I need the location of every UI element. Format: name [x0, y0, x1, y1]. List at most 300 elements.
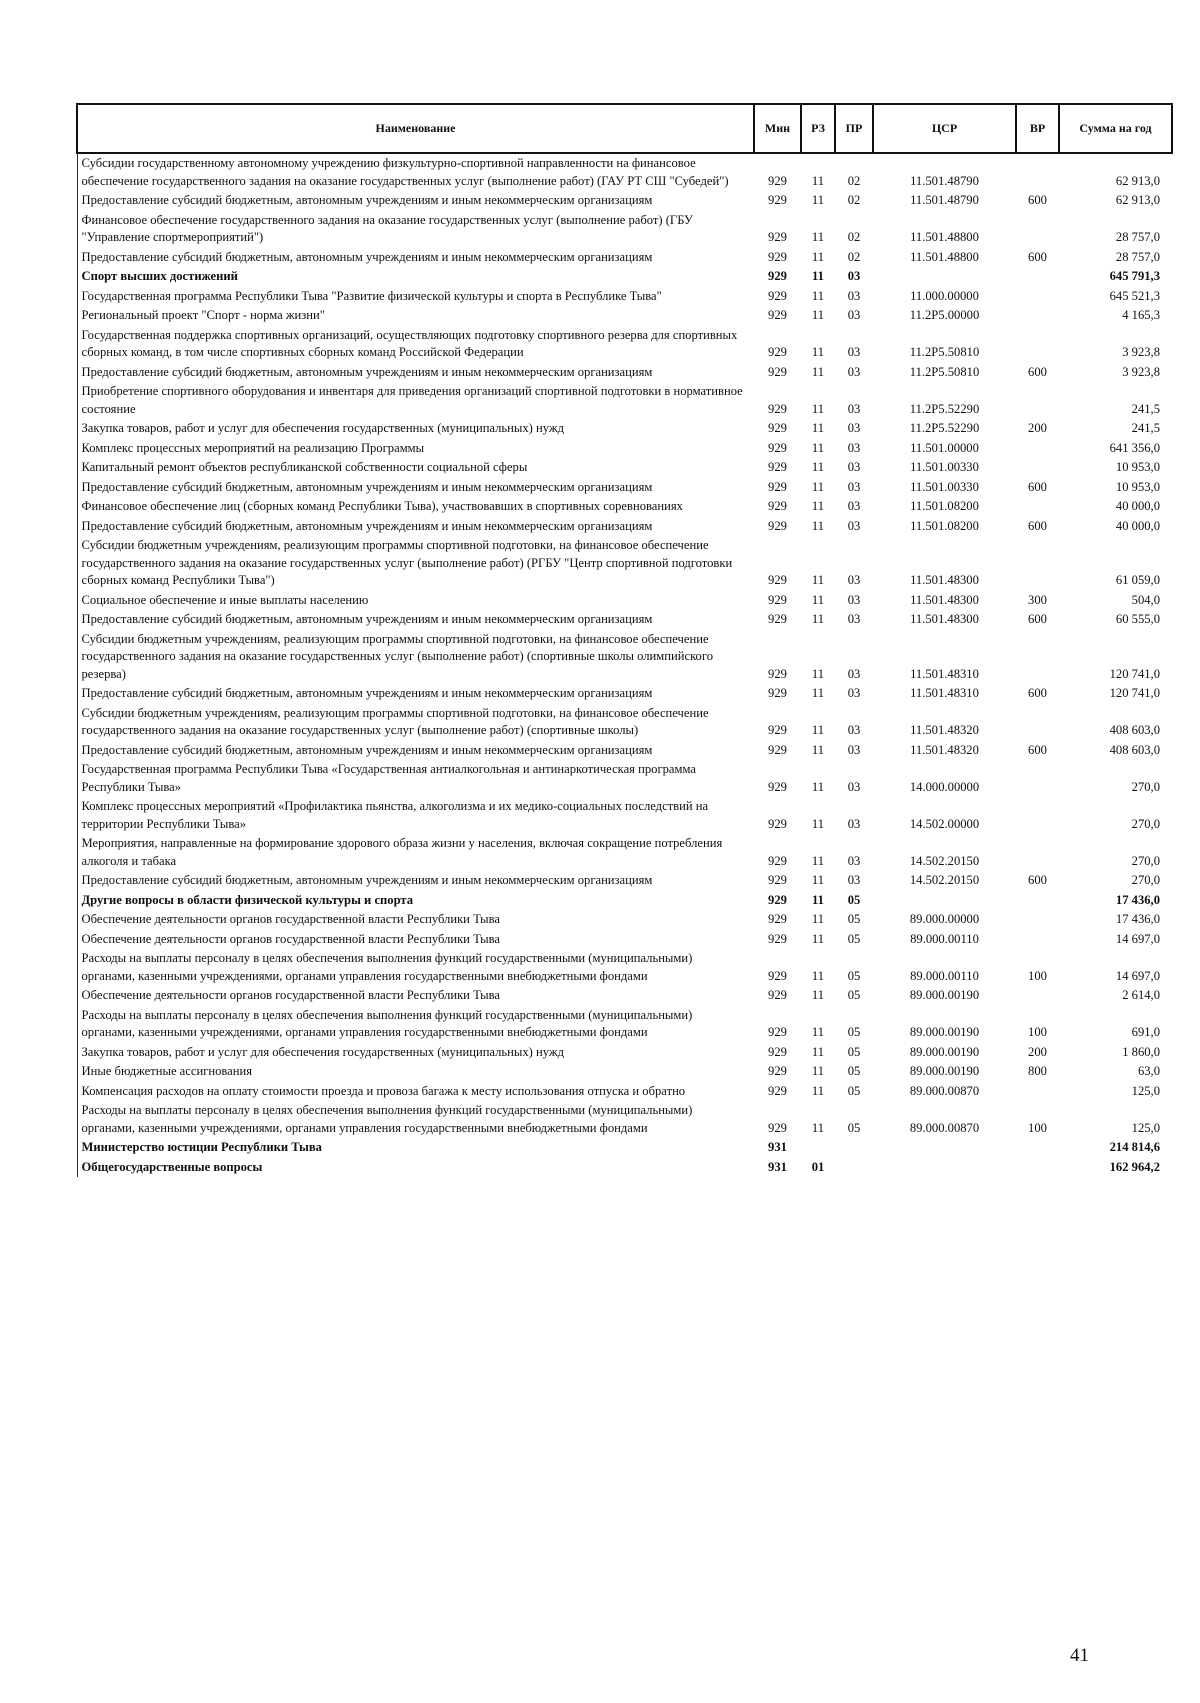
cell-name: Иные бюджетные ассигнования [77, 1062, 754, 1082]
cell-pr: 03 [847, 308, 861, 322]
cell-name: Расходы на выплаты персоналу в целях обеспечения выполнения функций государственными (муниципальными) органами, казенными учреждениями, органами управления государственными внебюджетными фондами [77, 949, 754, 986]
cell-vr: 600 [1028, 518, 1047, 533]
table-row [77, 891, 1172, 911]
cell-csr: 11.501.48790 [910, 193, 979, 207]
cell-name: Предоставление субсидий бюджетным, автономным учреждениям и иным некоммерческим организациям [77, 478, 754, 498]
cell-pr: 02 [847, 249, 861, 264]
cell-csr [873, 1158, 1016, 1178]
cell-vr [1016, 630, 1059, 685]
cell-pr: 05 [847, 912, 861, 926]
table-row [77, 591, 1172, 611]
table-row [77, 1138, 1172, 1158]
cell-rz: 11 [811, 988, 825, 1002]
cell-csr: 89.000.00190 [909, 1064, 980, 1078]
cell-csr: 11.501.48300 [910, 592, 979, 607]
cell-pr: 03 [847, 612, 861, 626]
cell-min: 929 [768, 779, 787, 794]
cell-vr: 300 [1028, 592, 1047, 607]
header-min: Мин [754, 104, 801, 153]
cell-rz: 11 [811, 816, 825, 831]
cell-name: Финансовое обеспечение лиц (сборных команд Республики Тыва), участвовавших в спортивных соревнованиях [77, 497, 754, 517]
cell-rz: 11 [811, 1025, 825, 1039]
table-row [77, 211, 1172, 248]
cell-pr: 02 [847, 173, 861, 188]
cell-vr [1016, 287, 1059, 307]
cell-vr [1016, 797, 1059, 834]
cell-rz: 11 [811, 912, 825, 926]
cell-rz: 11 [811, 173, 825, 188]
cell-vr [1016, 326, 1059, 363]
cell-min: 929 [768, 1025, 787, 1039]
cell-csr: 89.000.00110 [910, 968, 979, 983]
cell-min: 929 [768, 612, 787, 626]
cell-vr: 100 [1028, 1025, 1047, 1039]
table-row [77, 439, 1172, 459]
page-number: 41 [1070, 1645, 1089, 1666]
cell-rz: 11 [811, 1064, 825, 1078]
cell-vr [1016, 910, 1059, 930]
cell-rz: 11 [811, 779, 825, 794]
cell-sum: 3 923,8 [1122, 364, 1160, 379]
cell-pr: 03 [847, 666, 861, 681]
cell-rz: 11 [811, 460, 825, 474]
cell-name: Общегосударственные вопросы [77, 1158, 754, 1178]
cell-csr: 11.501.48300 [910, 612, 979, 626]
cell-vr [1016, 930, 1059, 950]
cell-pr: 03 [847, 364, 861, 379]
cell-pr: 03 [847, 723, 861, 737]
cell-name: Предоставление субсидий бюджетным, автономным учреждениям и иным некоммерческим организациям [77, 684, 754, 704]
table-row [77, 1082, 1172, 1102]
cell-sum: 125,0 [1131, 1083, 1160, 1098]
cell-csr: 11.501.48800 [910, 249, 979, 264]
cell-min: 929 [768, 308, 787, 322]
cell-csr: 89.000.00190 [909, 1025, 980, 1039]
cell-vr: 600 [1028, 193, 1047, 207]
cell-sum: 14 697,0 [1115, 931, 1160, 946]
cell-min: 929 [768, 479, 787, 494]
cell-rz: 11 [811, 308, 825, 322]
table-row [77, 153, 1172, 191]
cell-min: 929 [768, 173, 787, 188]
cell-name: Мероприятия, направленные на формирование здорового образа жизни у населения, включая сокращение потребления алкоголя и табака [77, 834, 754, 871]
cell-sum: 62 913,0 [1115, 173, 1160, 188]
table-row [77, 191, 1172, 211]
cell-pr [835, 1138, 873, 1158]
cell-min: 929 [768, 401, 787, 416]
cell-name: Комплекс процессных мероприятий «Профилактика пьянства, алкоголизма и их медико-социальных последствий на территории Республики Тыва» [77, 797, 754, 834]
cell-sum: 40 000,0 [1115, 499, 1160, 513]
table-row [77, 458, 1172, 478]
cell-vr [1016, 439, 1059, 459]
cell-name: Предоставление субсидий бюджетным, автономным учреждениям и иным некоммерческим организациям [77, 610, 754, 630]
cell-csr: 11.2P5.52290 [909, 421, 980, 435]
cell-csr: 11.501.00330 [910, 460, 979, 474]
cell-sum: 14 697,0 [1115, 968, 1160, 983]
table-row [77, 517, 1172, 537]
cell-pr: 05 [847, 1120, 861, 1135]
cell-pr: 03 [847, 479, 861, 494]
cell-min: 929 [768, 988, 787, 1002]
cell-min: 929 [768, 1083, 787, 1098]
cell-vr: 200 [1028, 1044, 1047, 1059]
table-row [77, 419, 1172, 439]
cell-rz: 11 [811, 873, 825, 887]
cell-sum: 645 791,3 [1109, 269, 1160, 283]
cell-name: Социальное обеспечение и иные выплаты населению [77, 591, 754, 611]
table-row [77, 871, 1172, 891]
cell-vr: 600 [1028, 364, 1047, 379]
cell-vr [1016, 497, 1059, 517]
cell-pr: 03 [847, 592, 861, 607]
cell-csr: 11.2P5.00000 [909, 308, 980, 322]
cell-min: 929 [768, 592, 787, 607]
cell-min: 929 [768, 742, 787, 757]
cell-min: 929 [768, 892, 787, 907]
cell-vr: 200 [1028, 421, 1047, 435]
cell-min: 929 [768, 269, 787, 283]
table-row [77, 382, 1172, 419]
cell-name: Субсидии бюджетным учреждениям, реализующим программы спортивной подготовки, на финансовое обеспечение государственного задания на оказание государственных услуг (выполнение работ) (спортивные школы олимпийского резерва) [77, 630, 754, 685]
cell-sum: 4 165,3 [1122, 308, 1160, 322]
budget-table [76, 103, 1173, 1177]
cell-name: Предоставление субсидий бюджетным, автономным учреждениям и иным некоммерческим организациям [77, 741, 754, 761]
cell-csr: 11.501.48310 [910, 686, 979, 700]
cell-sum: 10 953,0 [1115, 479, 1160, 494]
cell-pr: 05 [847, 931, 861, 946]
cell-name: Закупка товаров, работ и услуг для обеспечения государственных (муниципальных) нужд [77, 1043, 754, 1063]
cell-min: 931 [768, 1140, 787, 1154]
cell-pr [835, 1158, 873, 1178]
cell-sum: 241,5 [1131, 421, 1160, 435]
cell-name: Предоставление субсидий бюджетным, автономным учреждениям и иным некоммерческим организациям [77, 248, 754, 268]
cell-min: 929 [768, 518, 787, 533]
cell-min: 929 [768, 816, 787, 831]
cell-min: 929 [768, 931, 787, 946]
header-vr: ВР [1016, 104, 1059, 153]
cell-name: Предоставление субсидий бюджетным, автономным учреждениям и иным некоммерческим организациям [77, 363, 754, 383]
cell-rz [801, 1138, 835, 1158]
cell-csr: 11.501.00330 [910, 479, 979, 494]
cell-name: Субсидии государственному автономному учреждению физкультурно-спортивной направленности на финансовое обеспечение государственного задания на оказание государственных услуг (выполнение работ) (ГАУ РТ СШ "Субедей") [77, 153, 754, 191]
cell-vr [1016, 382, 1059, 419]
table-row [77, 326, 1172, 363]
cell-rz: 11 [811, 742, 825, 757]
cell-rz: 11 [811, 193, 825, 207]
cell-sum: 28 757,0 [1115, 249, 1160, 264]
cell-min: 929 [768, 686, 787, 700]
table-row [77, 684, 1172, 704]
cell-name: Другие вопросы в области физической культуры и спорта [77, 891, 754, 911]
cell-vr [1016, 1138, 1059, 1158]
cell-csr: 11.501.48790 [910, 173, 979, 188]
table-row [77, 630, 1172, 685]
header-csr: ЦСР [873, 104, 1016, 153]
cell-csr: 11.501.08200 [910, 518, 979, 533]
cell-rz: 11 [811, 499, 825, 513]
cell-min: 929 [768, 666, 787, 681]
table-row [77, 930, 1172, 950]
table-row [77, 363, 1172, 383]
table-row [77, 248, 1172, 268]
cell-vr [1016, 1158, 1059, 1178]
cell-pr: 03 [847, 518, 861, 533]
table-row [77, 986, 1172, 1006]
cell-name: Компенсация расходов на оплату стоимости проезда и провоза багажа к месту использования отпуска и обратно [77, 1082, 754, 1102]
cell-csr: 11.501.48310 [910, 666, 979, 681]
cell-pr: 02 [847, 230, 861, 244]
cell-min: 929 [768, 288, 787, 303]
budget-sheet [76, 103, 1171, 1177]
cell-min: 929 [768, 460, 787, 474]
cell-pr: 03 [847, 816, 861, 831]
cell-rz: 11 [811, 364, 825, 379]
cell-min: 929 [768, 249, 787, 264]
cell-vr [1016, 1082, 1059, 1102]
cell-rz: 01 [811, 1159, 825, 1174]
header-rz: РЗ [801, 104, 835, 153]
cell-sum: 3 923,8 [1122, 345, 1160, 359]
cell-min: 929 [768, 1120, 787, 1135]
cell-sum: 270,0 [1131, 853, 1160, 868]
cell-csr: 89.000.00190 [909, 988, 980, 1002]
cell-rz: 11 [811, 723, 825, 737]
table-row [77, 704, 1172, 741]
cell-vr: 600 [1028, 686, 1047, 700]
cell-min: 929 [768, 723, 787, 737]
cell-sum: 61 059,0 [1115, 573, 1160, 587]
cell-rz: 11 [811, 345, 825, 359]
cell-name: Комплекс процессных мероприятий на реализацию Программы [77, 439, 754, 459]
cell-rz: 11 [811, 1044, 825, 1059]
table-row [77, 1101, 1172, 1138]
cell-pr: 03 [847, 460, 861, 474]
cell-pr: 03 [847, 440, 861, 455]
cell-min: 929 [768, 421, 787, 435]
cell-rz: 11 [812, 892, 824, 907]
cell-pr: 05 [847, 1044, 861, 1059]
cell-vr [1016, 891, 1059, 911]
table-row [77, 287, 1172, 307]
cell-vr: 600 [1028, 742, 1047, 757]
cell-rz: 11 [811, 612, 825, 626]
cell-vr [1016, 306, 1059, 326]
cell-sum: 408 603,0 [1109, 723, 1160, 737]
table-row [77, 478, 1172, 498]
cell-pr: 05 [847, 1083, 861, 1098]
cell-csr: 11.501.08200 [910, 499, 979, 513]
cell-name: Обеспечение деятельности органов государственной власти Республики Тыва [77, 910, 754, 930]
table-row [77, 267, 1172, 287]
table-row [77, 1062, 1172, 1082]
cell-name: Обеспечение деятельности органов государственной власти Республики Тыва [77, 930, 754, 950]
cell-csr: 14.502.20150 [909, 873, 980, 887]
table-row [77, 536, 1172, 591]
cell-csr: 11.000.00000 [910, 288, 979, 303]
cell-csr: 11.2P5.50810 [909, 345, 980, 359]
cell-rz: 11 [811, 288, 825, 303]
cell-min: 929 [768, 968, 787, 983]
table-row [77, 497, 1172, 517]
cell-min: 929 [768, 873, 787, 887]
cell-name: Финансовое обеспечение государственного задания на оказание государственных услуг (выполнение работ) (ГБУ "Управление спортмероприятий") [77, 211, 754, 248]
cell-min: 929 [768, 364, 787, 379]
cell-vr: 800 [1028, 1064, 1047, 1078]
cell-min: 929 [768, 912, 787, 926]
cell-pr: 05 [847, 988, 861, 1002]
cell-min: 929 [768, 230, 787, 244]
cell-csr: 11.2P5.52290 [909, 401, 980, 416]
cell-pr: 05 [847, 968, 861, 983]
cell-pr: 03 [847, 686, 861, 700]
cell-sum: 270,0 [1131, 816, 1160, 831]
cell-csr: 11.501.00000 [910, 440, 979, 455]
cell-pr: 03 [847, 873, 861, 887]
cell-vr: 100 [1028, 968, 1047, 983]
cell-pr: 05 [847, 1064, 861, 1078]
table-row [77, 1043, 1172, 1063]
cell-sum: 60 555,0 [1115, 612, 1160, 626]
cell-csr: 89.000.00870 [909, 1083, 980, 1098]
cell-pr: 03 [847, 853, 861, 868]
cell-rz: 11 [811, 666, 825, 681]
cell-rz: 11 [811, 931, 825, 946]
cell-min: 929 [768, 499, 787, 513]
cell-vr [1016, 267, 1059, 287]
table-row [77, 741, 1172, 761]
cell-min: 929 [768, 573, 787, 587]
cell-pr: 02 [847, 193, 861, 207]
cell-name: Предоставление субсидий бюджетным, автономным учреждениям и иным некоммерческим организациям [77, 191, 754, 211]
cell-name: Предоставление субсидий бюджетным, автономным учреждениям и иным некоммерческим организациям [77, 517, 754, 537]
cell-csr: 11.501.48800 [910, 230, 979, 244]
cell-vr [1016, 760, 1059, 797]
cell-csr: 89.000.00190 [909, 1044, 980, 1059]
cell-pr: 03 [847, 401, 861, 416]
cell-name: Государственная программа Республики Тыва «Государственная антиалкогольная и антинаркотическая программа Республики Тыва» [77, 760, 754, 797]
cell-vr: 600 [1028, 612, 1047, 626]
cell-pr: 03 [847, 345, 861, 359]
cell-sum: 120 741,0 [1109, 686, 1160, 700]
cell-rz: 11 [811, 1120, 825, 1135]
cell-pr: 03 [847, 573, 861, 587]
cell-pr: 05 [847, 1025, 861, 1039]
cell-sum: 504,0 [1131, 592, 1160, 607]
cell-sum: 40 000,0 [1115, 518, 1160, 533]
cell-min: 929 [768, 193, 787, 207]
cell-vr: 600 [1028, 873, 1047, 887]
cell-rz: 11 [811, 401, 825, 416]
cell-name: Государственная поддержка спортивных организаций, осуществляющих подготовку спортивного резерва для спортивных сборных команд, в том числе спортивных сборных команд Российской Федерации [77, 326, 754, 363]
cell-rz: 11 [811, 686, 825, 700]
cell-pr: 05 [847, 892, 861, 907]
cell-min: 929 [768, 853, 787, 868]
cell-rz: 11 [811, 249, 825, 264]
cell-pr: 03 [847, 779, 861, 794]
cell-pr: 03 [847, 742, 861, 757]
cell-rz: 11 [811, 479, 825, 494]
cell-csr: 11.2P5.50810 [909, 364, 980, 379]
cell-sum: 408 603,0 [1109, 742, 1160, 757]
table-row [77, 949, 1172, 986]
table-row [77, 306, 1172, 326]
cell-csr: 89.000.00110 [910, 931, 979, 946]
cell-min: 929 [768, 1044, 787, 1059]
cell-sum: 10 953,0 [1115, 460, 1160, 474]
cell-csr: 14.502.00000 [909, 816, 980, 831]
cell-vr [1016, 458, 1059, 478]
cell-csr: 89.000.00870 [909, 1120, 980, 1135]
cell-sum: 63,0 [1137, 1064, 1160, 1078]
cell-sum: 214 814,6 [1109, 1140, 1160, 1154]
cell-sum: 270,0 [1131, 873, 1160, 887]
cell-rz: 11 [811, 230, 825, 244]
cell-name: Региональный проект "Спорт - норма жизни" [77, 306, 754, 326]
cell-rz: 11 [811, 573, 825, 587]
table-row [77, 1006, 1172, 1043]
cell-rz: 11 [811, 1083, 825, 1098]
table-row [77, 760, 1172, 797]
cell-csr: 89.000.00000 [909, 912, 980, 926]
cell-sum: 28 757,0 [1115, 230, 1160, 244]
cell-name: Спорт высших достижений [77, 267, 754, 287]
cell-csr: 14.000.00000 [909, 779, 980, 794]
cell-name: Субсидии бюджетным учреждениям, реализующим программы спортивной подготовки, на финансовое обеспечение государственного задания на оказание государственных услуг (выполнение работ) (РГБУ "Центр спортивной подготовки сборных команд Республики Тыва") [77, 536, 754, 591]
cell-rz: 11 [811, 421, 825, 435]
cell-sum: 120 741,0 [1109, 666, 1160, 681]
cell-sum: 17 436,0 [1115, 892, 1160, 907]
cell-rz: 11 [811, 592, 825, 607]
cell-csr [873, 891, 1016, 911]
cell-rz: 11 [811, 968, 825, 983]
table-header-row [77, 104, 1172, 153]
cell-csr [873, 267, 1016, 287]
cell-sum: 645 521,3 [1109, 288, 1160, 303]
cell-vr: 600 [1028, 249, 1047, 264]
cell-pr: 03 [847, 288, 861, 303]
cell-vr [1016, 153, 1059, 191]
cell-csr: 11.501.48320 [910, 742, 979, 757]
header-pr: ПР [835, 104, 873, 153]
cell-name: Расходы на выплаты персоналу в целях обеспечения выполнения функций государственными (муниципальными) органами, казенными учреждениями, органами управления государственными внебюджетными фондами [77, 1006, 754, 1043]
cell-name: Расходы на выплаты персоналу в целях обеспечения выполнения функций государственными (муниципальными) органами, казенными учреждениями, органами управления государственными внебюджетными фондами [77, 1101, 754, 1138]
cell-pr: 03 [847, 421, 861, 435]
cell-vr [1016, 704, 1059, 741]
cell-csr: 14.502.20150 [909, 853, 980, 868]
cell-sum: 241,5 [1131, 401, 1160, 416]
cell-sum: 270,0 [1131, 779, 1160, 794]
header-sum: Сумма на год [1059, 104, 1172, 153]
cell-name: Капитальный ремонт объектов республиканской собственности социальной сферы [77, 458, 754, 478]
cell-min: 931 [768, 1159, 787, 1174]
cell-sum: 641 356,0 [1109, 440, 1160, 455]
table-row [77, 910, 1172, 930]
cell-vr [1016, 536, 1059, 591]
cell-csr [873, 1138, 1016, 1158]
table-row [77, 610, 1172, 630]
cell-sum: 62 913,0 [1115, 193, 1160, 207]
cell-pr: 03 [847, 269, 861, 283]
cell-vr: 100 [1028, 1120, 1047, 1135]
table-row [77, 797, 1172, 834]
cell-sum: 125,0 [1131, 1120, 1160, 1135]
cell-sum: 162 964,2 [1109, 1159, 1160, 1174]
cell-name: Субсидии бюджетным учреждениям, реализующим программы спортивной подготовки, на финансовое обеспечение государственного задания на оказание государственных услуг (выполнение работ) (спортивные школы) [77, 704, 754, 741]
cell-rz: 11 [811, 518, 825, 533]
cell-min: 929 [768, 1064, 787, 1078]
cell-name: Предоставление субсидий бюджетным, автономным учреждениям и иным некоммерческим организациям [77, 871, 754, 891]
cell-vr [1016, 986, 1059, 1006]
